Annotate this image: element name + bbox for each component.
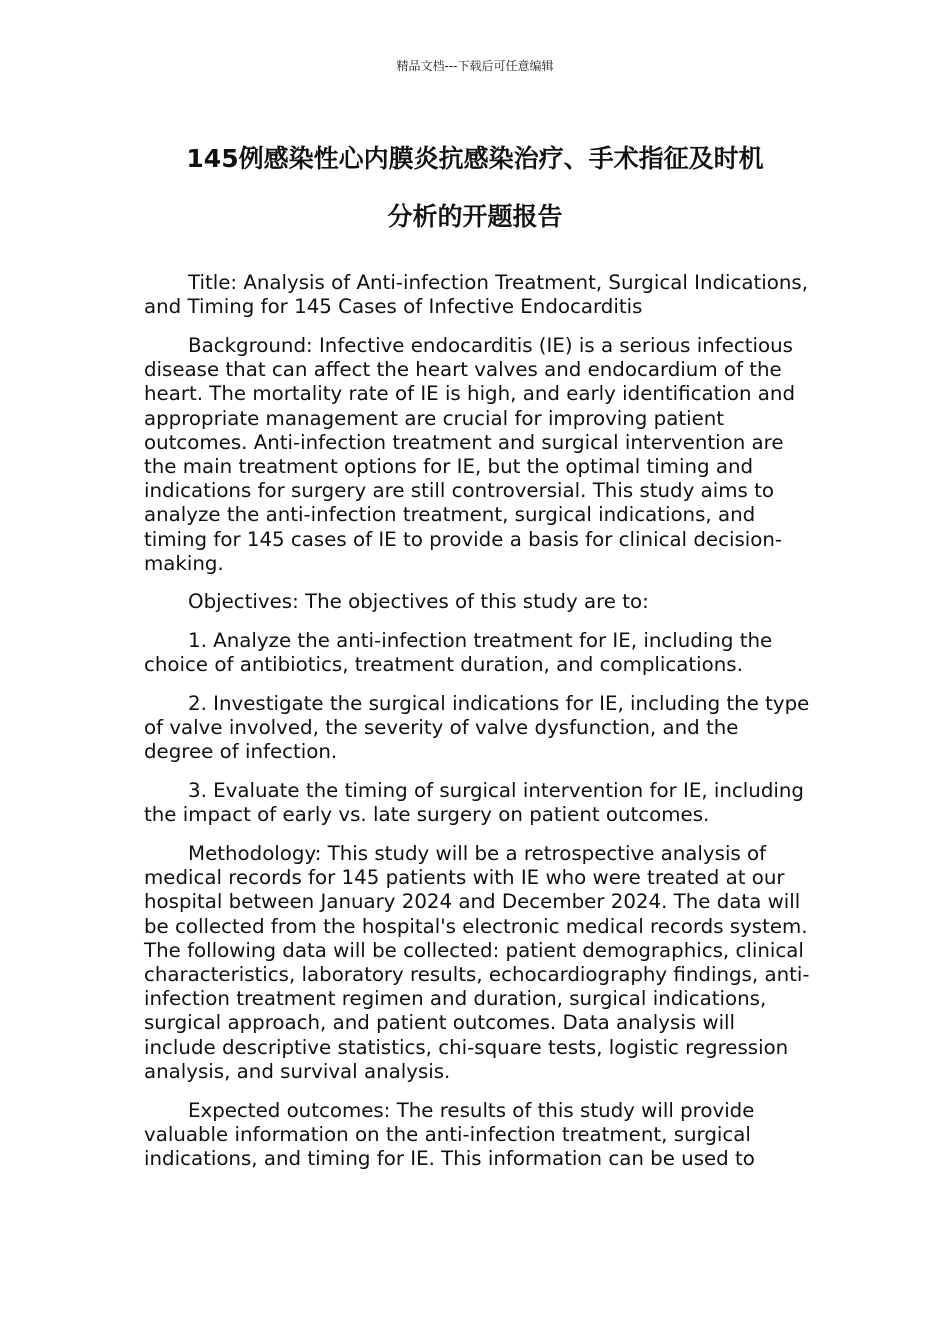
document-title bbox=[120, 130, 830, 246]
paragraph-title: Title: Analysis of Anti-infection Treatment, Surgical Indications, and Timing for 145 Cases of Infective Endocarditis bbox=[144, 271, 809, 319]
paragraph-expected-outcomes: Expected outcomes: The results of this study will provide valuable information on the anti-infection treatment, surgical indications, and timing for IE. This information can be used to bbox=[144, 1098, 755, 1170]
paragraph-background: Background: Infective endocarditis (IE) is a serious infectious disease that can affect the heart valves and endocardium of the heart. The mortality rate of IE is high, and early identification and appropriate management are crucial for improving patient outcomes. Anti-infection treatment and surgical intervention are the main treatment options for IE, but the optimal timing and indications for surgery are still controversial. This study aims to analyze the anti-infection treatment, surgical indications, and timing for 145 cases of IE to provide a basis for clinical decision-making. bbox=[144, 333, 796, 575]
paragraph-methodology: Methodology: This study will be a retrospective analysis of medical records for 145 patients with IE who were treated at our hospital between January 2024 and December 2024. The data will be collected from the hospital's electronic medical records system. The following data will be collected: patient demographics, clinical characteristics, laboratory results, echocardiography findings, anti-infection treatment regimen and duration, surgical indications, surgical approach, and patient outcomes. Data analysis will include descriptive statistics, chi-square tests, logistic regression analysis, and survival analysis. bbox=[144, 842, 810, 1083]
title-line-2: 分析的开题报告 bbox=[387, 202, 563, 231]
title-line-1: 145例感染性心内膜炎抗感染治疗、手术指征及时机 bbox=[186, 144, 764, 173]
paragraph-objectives: Objectives: The objectives of this study are to: bbox=[188, 590, 649, 614]
paragraph-objective-3: 3. Evaluate the timing of surgical intervention for IE, including the impact of early vs. late surgery on patient outcomes. bbox=[144, 779, 804, 827]
paragraph-objective-1: 1. Analyze the anti-infection treatment for IE, including the choice of antibiotics, treatment duration, and complications. bbox=[144, 629, 773, 677]
document-body bbox=[144, 271, 810, 1186]
paragraph-objective-2: 2. Investigate the surgical indications for IE, including the type of valve involved, the severity of valve dysfunction, and the degree of infection. bbox=[144, 692, 810, 764]
page-header-watermark: 精品文档---下载后可任意编辑 bbox=[396, 59, 554, 73]
